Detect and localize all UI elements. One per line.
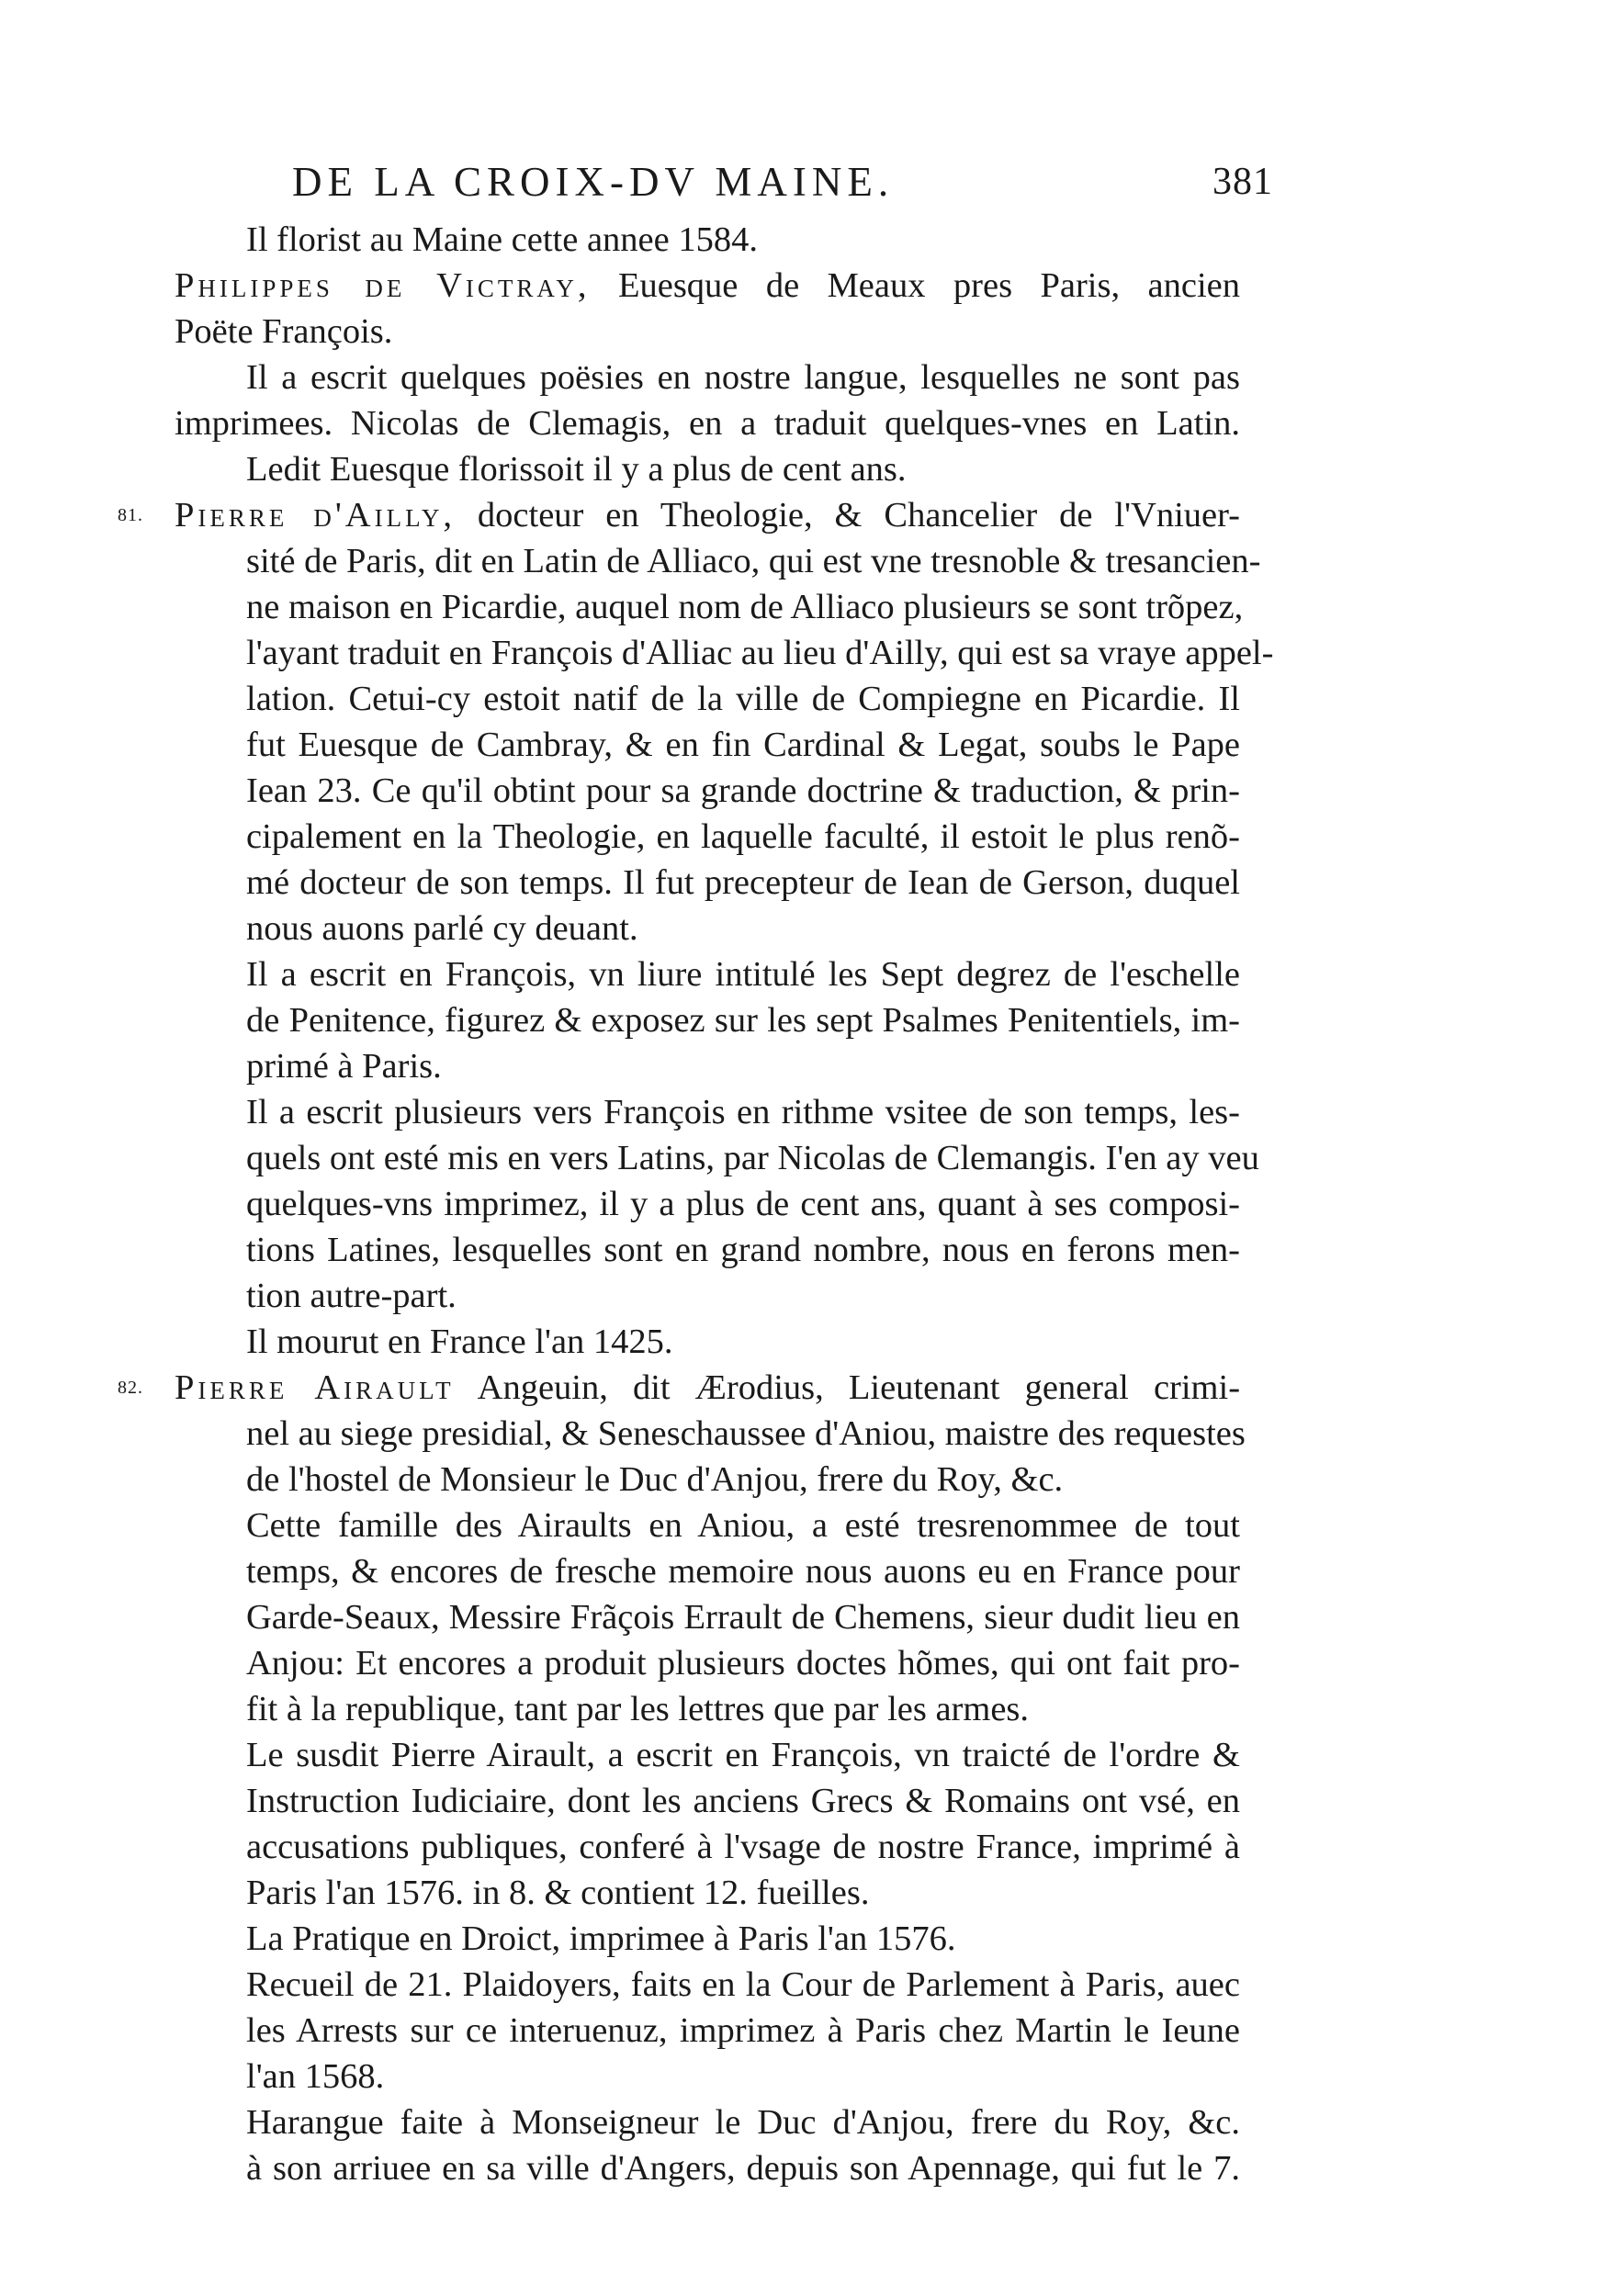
- entry-heading-text: Euesque de Meaux pres Paris, ancien: [590, 266, 1240, 305]
- text-line: Il mourut en France l'an 1425.: [246, 1322, 673, 1361]
- text-line: nous auons parlé cy deuant.: [246, 909, 638, 948]
- text-line: quelques-vns imprimez, il y a plus de cent ans, quant à ses composi-: [246, 1185, 1240, 1223]
- entry-number-mark: 81.: [118, 505, 143, 525]
- text-line: fut Euesque de Cambray, & en fin Cardinal & Legat, soubs le Pape: [246, 726, 1240, 764]
- entry-heading-ailly: [175, 492, 1240, 538]
- entry-number-mark: 82.: [118, 1378, 143, 1398]
- text-line: l'ayant traduit en François d'Alliac au lieu d'Ailly, qui est sa vraye appel-: [246, 634, 1274, 672]
- text-line: accusations publiques, conferé à l'vsage de nostre France, imprimé à: [246, 1828, 1240, 1866]
- text-line: Le susdit Pierre Airault, a escrit en François, vn traicté de l'ordre &: [246, 1736, 1240, 1774]
- text-line: sité de Paris, dit en Latin de Alliaco, qui est vne tresnoble & tresancien-: [246, 542, 1261, 580]
- text-line: Ledit Euesque florissoit il y a plus de cent ans.: [246, 450, 907, 489]
- text-line: de l'hostel de Monsieur le Duc d'Anjou, frere du Roy, &c.: [246, 1460, 1064, 1499]
- running-head: DE LA CROIX-DV MAINE.: [292, 159, 895, 205]
- page-header: [0, 158, 1624, 213]
- text-line: l'an 1568.: [246, 2057, 385, 2096]
- text-line: Cette famille des Airaults en Aniou, a esté tresrenommee de tout: [246, 1506, 1240, 1545]
- text-line: les Arrests sur ce interuenuz, imprimez à Paris chez Martin le Ieune: [246, 2011, 1240, 2050]
- text-line: imprimees. Nicolas de Clemagis, en a traduit quelques-vnes en Latin.: [175, 404, 1240, 443]
- text-line: Instruction Iudiciaire, dont les anciens Grecs & Romains ont vsé, en: [246, 1782, 1240, 1820]
- entry-name: Pierre d'Ailly,: [175, 496, 456, 535]
- text-line: Il a escrit en François, vn liure intitulé les Sept degrez de l'eschelle: [246, 955, 1240, 994]
- text-line: mé docteur de son temps. Il fut precepteur de Iean de Gerson, duquel: [246, 863, 1240, 902]
- text-line: nel au siege presidial, & Seneschaussee d'Aniou, maistre des requestes: [246, 1414, 1246, 1453]
- text-line: Il florist au Maine cette annee 1584.: [246, 220, 758, 259]
- text-line: lation. Cetui-cy estoit natif de la ville de Compiegne en Picardie. Il: [246, 680, 1240, 718]
- text-line: Poëte François.: [175, 312, 393, 351]
- text-line: temps, & encores de fresche memoire nous auons eu en France pour: [246, 1552, 1240, 1591]
- text-line: quels ont esté mis en vers Latins, par Nicolas de Clemangis. I'en ay veu: [246, 1139, 1259, 1177]
- entry-name: Pierre Airault: [175, 1368, 455, 1407]
- text-line: Harangue faite à Monseigneur le Duc d'Anjou, frere du Roy, &c.: [246, 2103, 1240, 2142]
- entry-name: Philippes de Victray,: [175, 266, 591, 305]
- text-line: cipalement en la Theologie, en laquelle faculté, il estoit le plus renõ-: [246, 817, 1240, 856]
- text-line: La Pratique en Droict, imprimee à Paris l'an 1576.: [246, 1919, 956, 1958]
- page-number: 381: [1212, 161, 1273, 203]
- text-line: Recueil de 21. Plaidoyers, faits en la Cour de Parlement à Paris, auec: [246, 1965, 1240, 2004]
- entry-heading-text: Angeuin, dit Ærodius, Lieutenant general crimi-: [454, 1368, 1241, 1407]
- entry-heading-airault: [175, 1365, 1240, 1411]
- entry-heading-victray: [175, 263, 1240, 309]
- text-line: Garde-Seaux, Messire Frãçois Errault de Chemens, sieur dudit lieu en: [246, 1598, 1240, 1637]
- text-line: à son arriuee en sa ville d'Angers, depuis son Apennage, qui fut le 7.: [246, 2149, 1240, 2188]
- text-line: Anjou: Et encores a produit plusieurs doctes hõmes, qui ont fait pro-: [246, 1644, 1240, 1683]
- text-line: ne maison en Picardie, auquel nom de Alliaco plusieurs se sont trõpez,: [246, 588, 1244, 626]
- text-line: tions Latines, lesquelles sont en grand nombre, nous en ferons men-: [246, 1231, 1240, 1269]
- entry-heading-text: docteur en Theologie, & Chancelier de l'Vniuer-: [455, 496, 1240, 535]
- text-line: primé à Paris.: [246, 1047, 442, 1086]
- text-line: Paris l'an 1576. in 8. & contient 12. fueilles.: [246, 1874, 870, 1912]
- text-line: fit à la republique, tant par les lettres que par les armes.: [246, 1690, 1030, 1728]
- text-line: Il a escrit quelques poësies en nostre langue, lesquelles ne sont pas: [246, 358, 1240, 397]
- text-line: de Penitence, figurez & exposez sur les sept Psalmes Penitentiels, im-: [246, 1001, 1240, 1040]
- text-line: tion autre-part.: [246, 1277, 457, 1315]
- text-line: Iean 23. Ce qu'il obtint pour sa grande doctrine & traduction, & prin-: [246, 771, 1240, 810]
- text-line: Il a escrit plusieurs vers François en rithme vsitee de son temps, les-: [246, 1093, 1240, 1131]
